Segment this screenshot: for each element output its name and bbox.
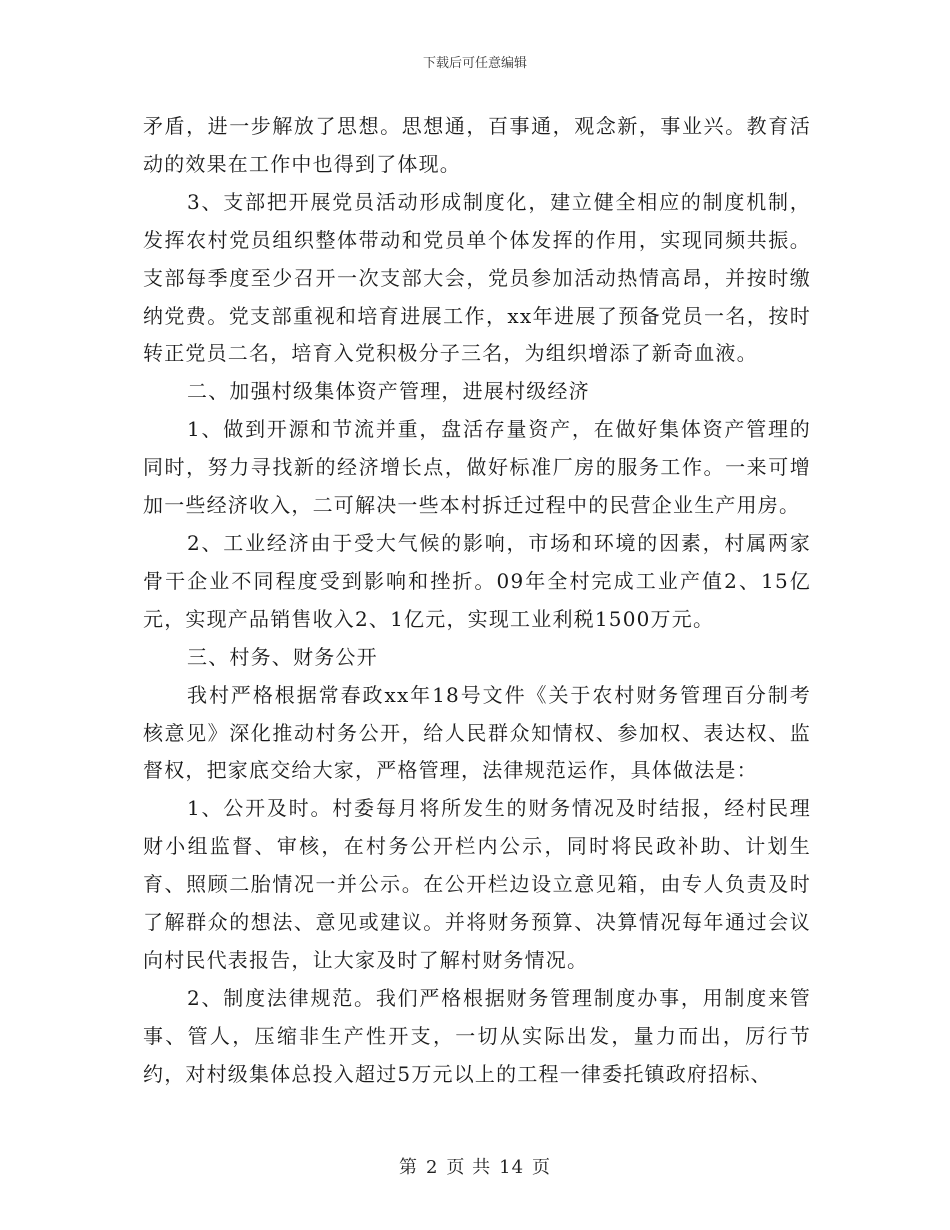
section-heading: 三、村务、财务公开 bbox=[187, 644, 378, 669]
page-label-prefix: 第 bbox=[398, 1157, 418, 1178]
page-header-note: 下载后可任意编辑 bbox=[422, 56, 527, 71]
paragraph: 2、工业经济由于受大气候的影响，市场和环境的因素，村属两家骨干企业不同程度受到影响和挫折。09年全村完成工业产值2、15亿元，实现产品销售收入2、1亿元，实现工业利税1500万元。 bbox=[143, 530, 811, 631]
paragraph: 1、做到开源和节流并重，盘活存量资产，在做好集体资产管理的同时，努力寻找新的经济增长点，做好标准厂房的服务工作。一来可增加一些经济收入，二可解决一些本村拆迁过程中的民营企业生产用房。 bbox=[143, 417, 811, 518]
page-label-suffix: 页 bbox=[532, 1157, 552, 1178]
document-body bbox=[143, 108, 811, 1094]
page-footer bbox=[0, 1153, 950, 1179]
page-label-middle: 页 共 bbox=[446, 1157, 492, 1178]
total-pages: 14 bbox=[499, 1157, 525, 1178]
paragraph: 3、支部把开展党员活动形成制度化，建立健全相应的制度机制，发挥农村党员组织整体带动和党员单个体发挥的作用，实现同频共振。支部每季度至少召开一次支部大会，党员参加活动热情高昂，并按时缴纳党费。党支部重视和培育进展工作，xx年进展了预备党员一名，按时转正党员二名，培育入党积极分子三名，为组织增添了新奇血液。 bbox=[143, 189, 811, 366]
paragraph: 矛盾，进一步解放了思想。思想通，百事通，观念新，事业兴。教育活动的效果在工作中也得到了体现。 bbox=[143, 114, 811, 176]
section-heading: 二、加强村级集体资产管理，进展村级经济 bbox=[187, 379, 590, 404]
page-number: 2 bbox=[425, 1157, 439, 1178]
paragraph: 我村严格根据常春政xx年18号文件《关于农村财务管理百分制考核意见》深化推动村务公开，给人民群众知情权、参加权、表达权、监督权，把家底交给大家，严格管理，法律规范运作，具体做法是： bbox=[143, 682, 811, 783]
paragraph: 2、制度法律规范。我们严格根据财务管理制度办事，用制度来管事、管人，压缩非生产性开支，一切从实际出发，量力而出，厉行节约，对村级集体总投入超过5万元以上的工程一律委托镇政府招标、 bbox=[143, 985, 811, 1086]
paragraph: 1、公开及时。村委每月将所发生的财务情况及时结报，经村民理财小组监督、审核，在村务公开栏内公示，同时将民政补助、计划生育、照顾二胎情况一并公示。在公开栏边设立意见箱，由专人负责及时了解群众的想法、意见或建议。并将财务预算、决算情况每年通过会议向村民代表报告，让大家及时了解村财务情况。 bbox=[143, 796, 811, 972]
